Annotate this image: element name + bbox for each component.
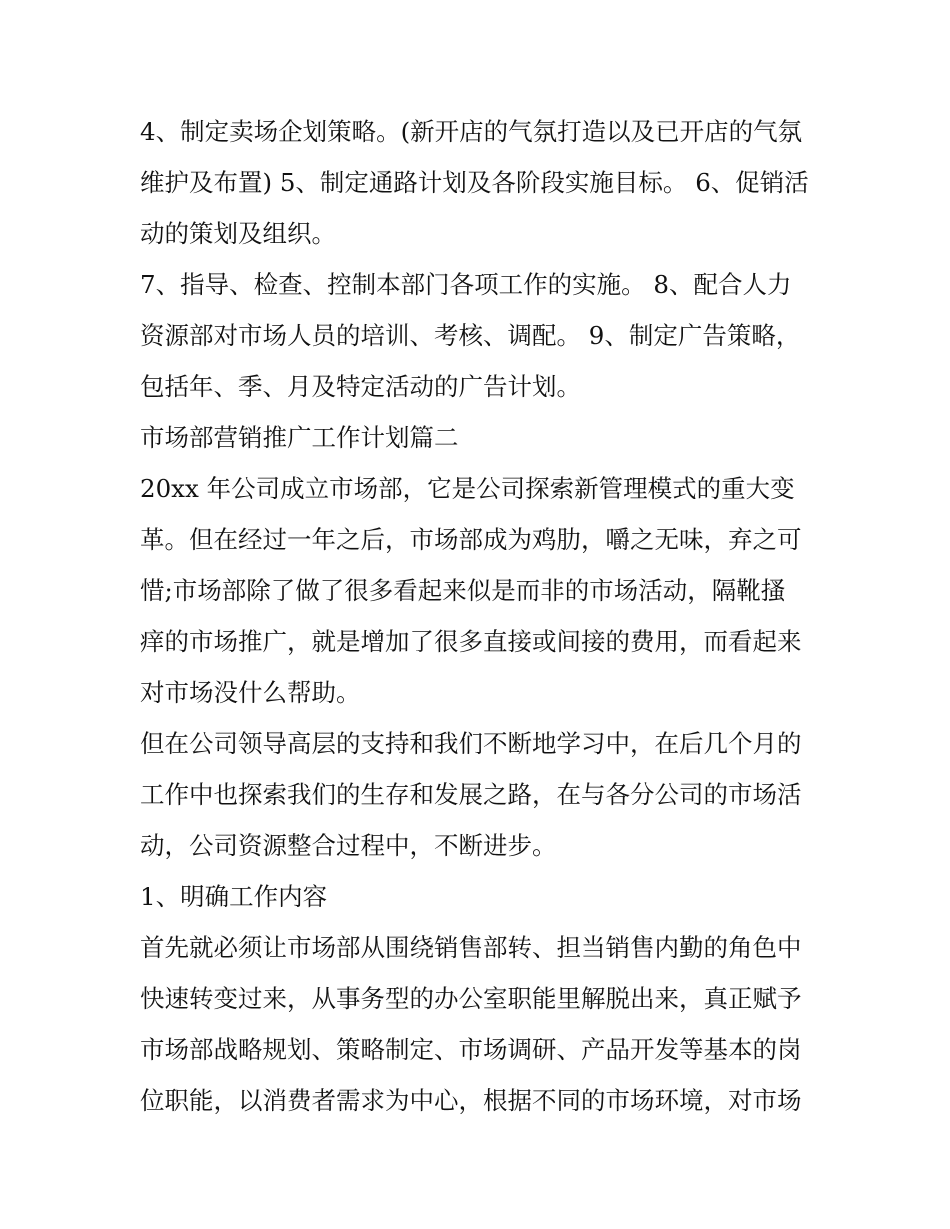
text-line: 工作中也探索我们的生存和发展之路，在与各分公司的市场活 [140,780,802,809]
text-line: 但在公司领导高层的支持和我们不断地学习中，在后几个月的 [140,729,802,758]
text-line: 4、制定卖场企划策略。(新开店的气氛打造以及已开店的气氛 [140,117,803,146]
para-background [140,463,820,718]
section-heading-plan-two [140,412,820,463]
para-duties-7-9 [140,259,820,412]
text-line: 对市场没什么帮助。 [140,678,361,707]
text-line: 位职能，以消费者需求为中心，根据不同的市场环境，对市场 [140,1086,802,1115]
para-clarify-work [140,922,820,1126]
para-duties-4-6 [140,106,820,259]
subheading: 1、明确工作内容 [140,882,328,911]
text-line: 资源部对市场人员的培训、考核、调配。 9、制定广告策略， [140,321,801,350]
text-line: 20xx 年公司成立市场部，它是公司探索新管理模式的重大变 [140,474,795,503]
text-line: 动，公司资源整合过程中，不断进步。 [140,831,557,860]
text-line: 快速转变过来，从事务型的办公室职能里解脱出来，真正赋予 [140,984,802,1013]
subheading-clarify-work [140,871,820,922]
text-line: 维护及布置) 5、制定通路计划及各阶段实施目标。 6、促销活 [140,168,809,197]
text-line: 市场部战略规划、策略制定、市场调研、产品开发等基本的岗 [140,1035,802,1064]
text-line: 革。但在经过一年之后，市场部成为鸡肋，嚼之无味，弃之可 [140,525,802,554]
text-line: 7、指导、检查、控制本部门各项工作的实施。 8、配合人力 [140,270,792,299]
text-line: 包括年、季、月及特定活动的广告计划。 [140,372,581,401]
section-heading: 市场部营销推广工作计划篇二 [140,423,459,452]
text-line: 惜;市场部除了做了很多看起来似是而非的市场活动，隔靴搔 [140,576,786,605]
text-line: 痒的市场推广，就是增加了很多直接或间接的费用，而看起来 [140,627,802,656]
document-body [140,106,820,1126]
text-line: 动的策划及组织。 [140,219,336,248]
para-progress [140,718,820,871]
text-line: 首先就必须让市场部从围绕销售部转、担当销售内勤的角色中 [140,933,802,962]
